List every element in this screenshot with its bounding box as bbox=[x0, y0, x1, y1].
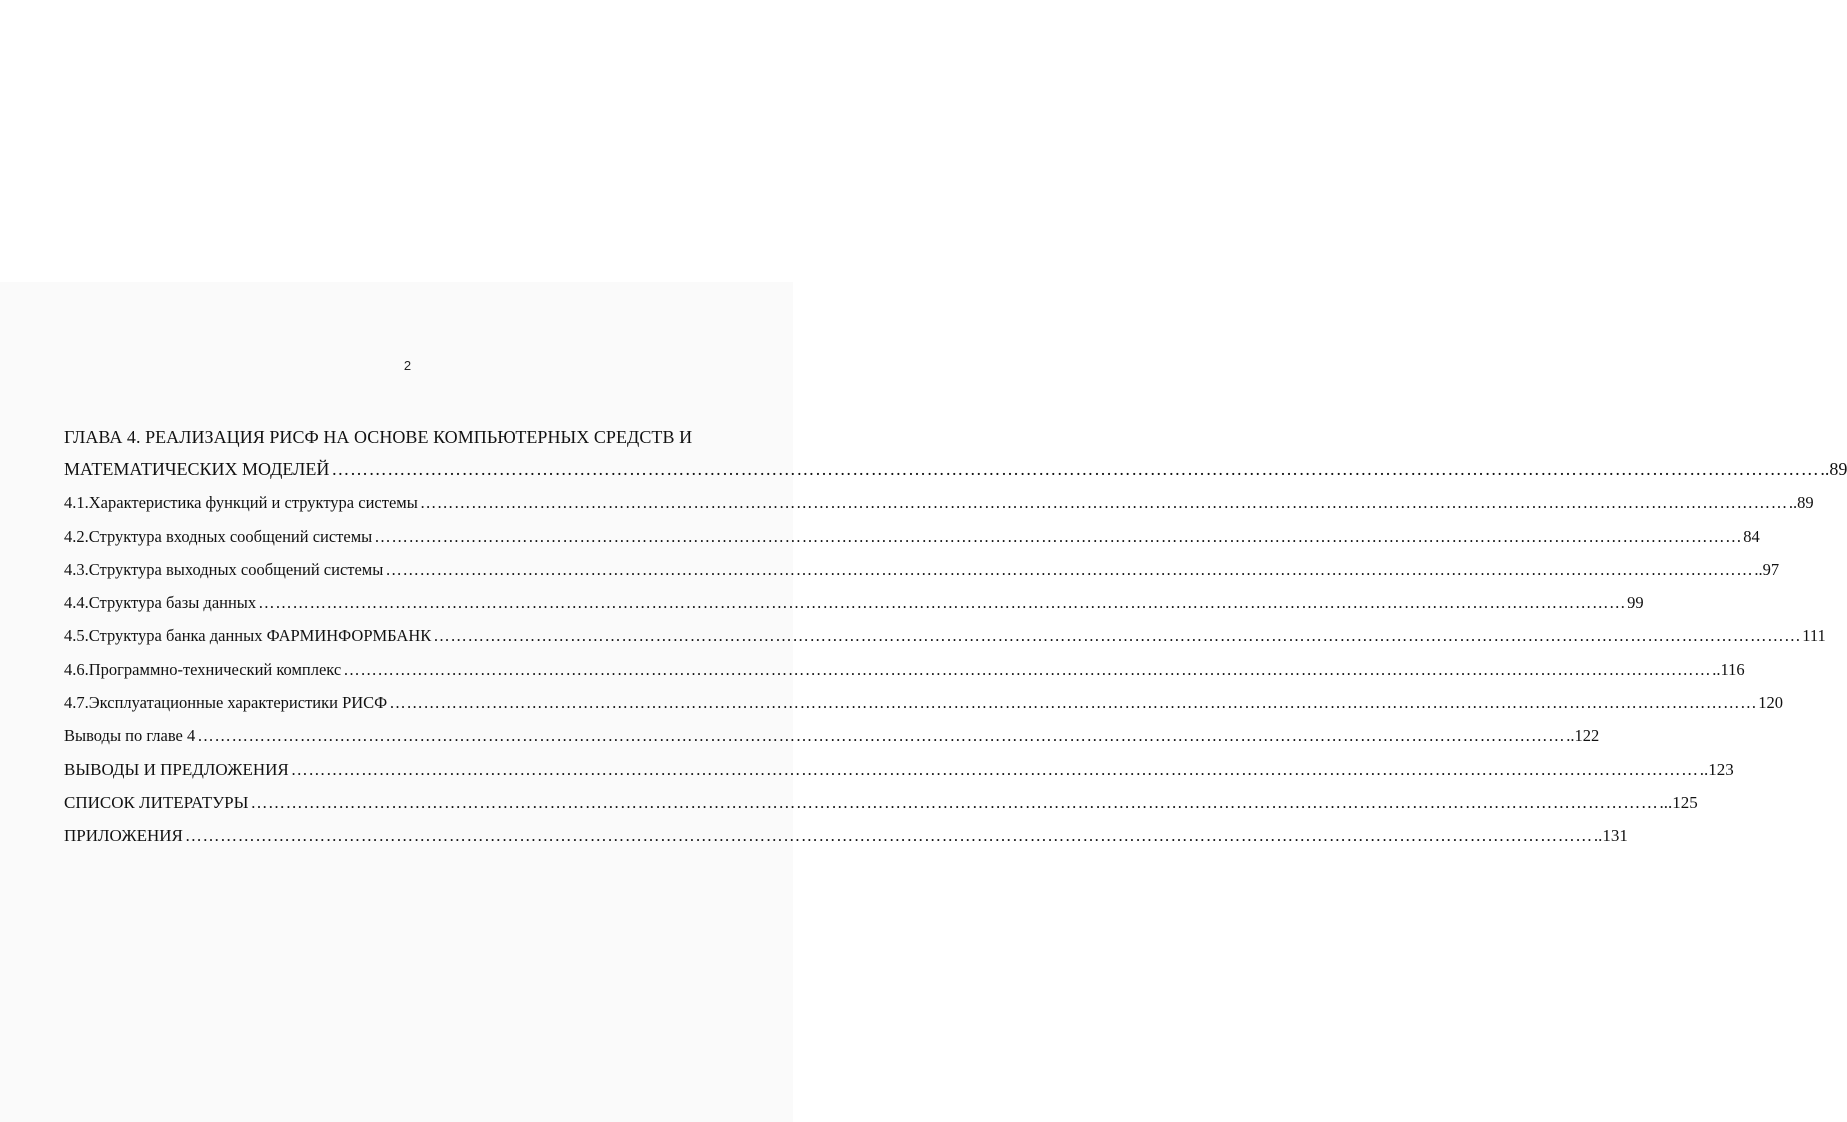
toc-entry-4-3 bbox=[64, 553, 1780, 586]
references-page: ...125 bbox=[1659, 792, 1698, 812]
section-number: 4.6. bbox=[64, 659, 89, 679]
dot-leader: …………………………………………………………………………………………………………………………………………………………………………………………………………………… bbox=[433, 626, 1802, 646]
toc-entry-4-7 bbox=[64, 686, 1783, 719]
section-number: 4.1. bbox=[64, 493, 89, 513]
appendices-label: ПРИЛОЖЕНИЯ bbox=[64, 826, 183, 846]
conclusions-label: ВЫВОДЫ И ПРЕДЛОЖЕНИЯ bbox=[64, 759, 289, 779]
dot-leader: …………………………………………………………………………………………………………………………………………………………………………………………………………………… bbox=[385, 559, 1754, 579]
section-number: 4.3. bbox=[64, 559, 89, 579]
section-label: Программно-технический комплекс bbox=[88, 659, 342, 679]
dot-leader: …………………………………………………………………………………………………………………………………………………………………………………………………………………… bbox=[290, 759, 1699, 779]
dot-leader: …………………………………………………………………………………………………………………………………………………………………………………………………………………… bbox=[343, 659, 1712, 679]
section-label: Структура выходных сообщений системы bbox=[88, 559, 384, 579]
table-of-contents bbox=[64, 421, 1847, 853]
toc-entry-summary bbox=[64, 719, 1600, 752]
chapter-title-line2: МАТЕМАТИЧЕСКИХ МОДЕЛЕЙ bbox=[64, 459, 330, 479]
dot-leader: …………………………………………………………………………………………………………………………………………………………………………………………………………………… bbox=[258, 593, 1627, 613]
section-number: 4.2. bbox=[64, 526, 89, 546]
section-label: Структура базы данных bbox=[88, 593, 257, 613]
toc-entry-4-4 bbox=[64, 586, 1644, 619]
dot-leader: …………………………………………………………………………………………………………………………………………………………………………………………………………………… bbox=[184, 826, 1593, 846]
appendices-page: ..131 bbox=[1593, 826, 1628, 846]
dot-leader: …………………………………………………………………………………………………………………………………………………………………………………………………………………… bbox=[374, 526, 1743, 546]
section-label: Структура банка данных ФАРМИНФОРМБАНК bbox=[88, 626, 432, 646]
section-number: 4.7. bbox=[64, 693, 89, 713]
section-page: ..89 bbox=[1788, 493, 1814, 513]
summary-label: Выводы по главе 4 bbox=[64, 726, 196, 746]
section-number: 4.5. bbox=[64, 626, 89, 646]
dot-leader: …………………………………………………………………………………………………………………………………………………………………………………………………………………… bbox=[389, 693, 1758, 713]
conclusions-page: ..123 bbox=[1699, 759, 1734, 779]
toc-entry-appendices bbox=[64, 819, 1628, 852]
section-label: Характеристика функций и структура системы bbox=[88, 493, 418, 513]
toc-entry-references bbox=[64, 786, 1698, 819]
chapter-title-line1: ГЛАВА 4. РЕАЛИЗАЦИЯ РИСФ НА ОСНОВЕ КОМПЬЮТЕРНЫХ СРЕДСТВ И bbox=[64, 427, 693, 447]
dot-leader: …………………………………………………………………………………………………………………………………………………………………………………………………………………… bbox=[419, 493, 1788, 513]
chapter-page: ..89 bbox=[1820, 459, 1847, 479]
references-label: СПИСОК ЛИТЕРАТУРЫ bbox=[64, 792, 249, 812]
dot-leader: …………………………………………………………………………………………………………………………………………………………………………………………………………………… bbox=[331, 459, 1820, 479]
toc-entry-4-2 bbox=[64, 520, 1760, 553]
section-page: 111 bbox=[1802, 626, 1826, 646]
section-page: 84 bbox=[1743, 526, 1760, 546]
section-label: Эксплуатационные характеристики РИСФ bbox=[88, 693, 388, 713]
section-label: Структура входных сообщений системы bbox=[88, 526, 373, 546]
chapter-title-entry bbox=[64, 453, 1847, 486]
page-number: 2 bbox=[403, 358, 412, 373]
toc-entry-4-5 bbox=[64, 619, 1826, 652]
dot-leader: …………………………………………………………………………………………………………………………………………………………………………………………………………………… bbox=[197, 726, 1566, 746]
section-number: 4.4. bbox=[64, 593, 89, 613]
section-page: 120 bbox=[1758, 693, 1783, 713]
summary-page: ..122 bbox=[1566, 726, 1600, 746]
toc-entry-4-6 bbox=[64, 653, 1745, 686]
dot-leader: …………………………………………………………………………………………………………………………………………………………………………………………………………………… bbox=[250, 792, 1659, 812]
toc-entry-4-1 bbox=[64, 486, 1814, 519]
toc-entry-conclusions bbox=[64, 753, 1734, 786]
section-page: 99 bbox=[1627, 593, 1644, 613]
section-page: ..97 bbox=[1754, 559, 1780, 579]
section-page: ..116 bbox=[1712, 659, 1745, 679]
